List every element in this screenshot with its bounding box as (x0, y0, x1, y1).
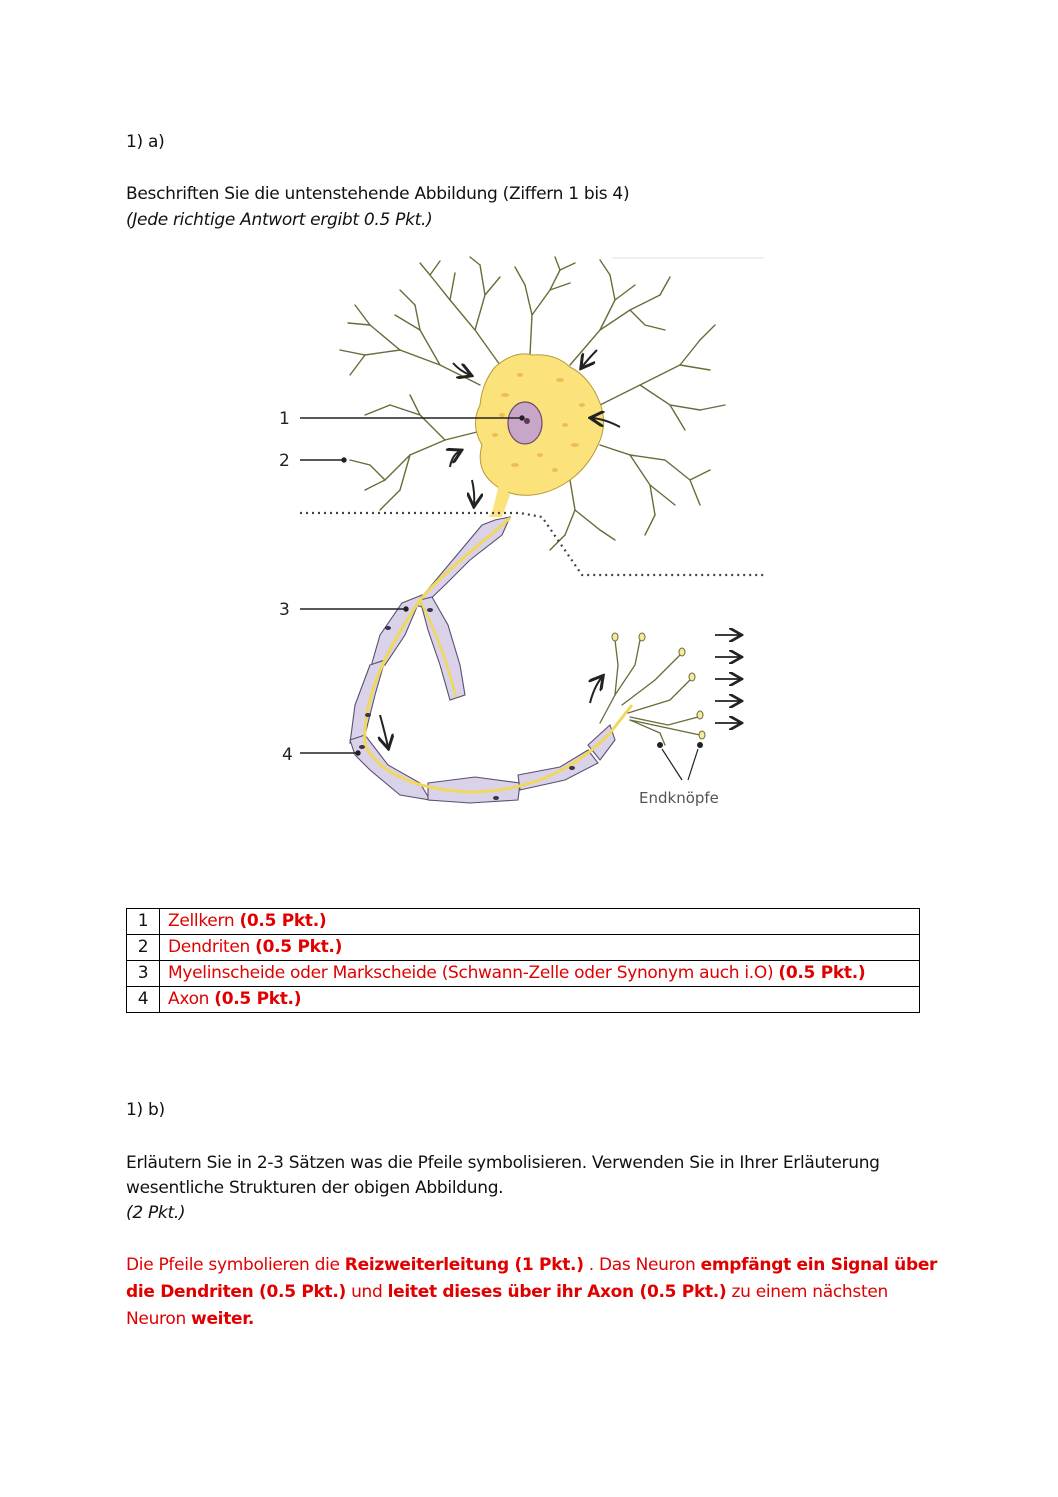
neuron-figure (270, 255, 770, 815)
section-b-points-note: (2 Pkt.) (126, 1203, 186, 1223)
row-answer: Zellkern (0.5 Pkt.) (160, 909, 920, 935)
answer-table (126, 908, 920, 1013)
section-a-instruction: Beschriften Sie die untenstehende Abbildung (Ziffern 1 bis 4) (126, 184, 630, 204)
figure-label-4: 4 (282, 745, 293, 765)
section-b-heading: 1) b) (126, 1100, 165, 1120)
row-number: 3 (127, 961, 160, 987)
section-a-heading: 1) a) (126, 132, 165, 152)
figure-label-1: 1 (279, 409, 290, 429)
row-answer: Dendriten (0.5 Pkt.) (160, 935, 920, 961)
axon (350, 517, 615, 803)
row-answer: Myelinscheide oder Markscheide (Schwann-Zelle oder Synonym auch i.O) (0.5 Pkt.) (160, 961, 920, 987)
row-answer: Axon (0.5 Pkt.) (160, 987, 920, 1013)
row-number: 4 (127, 987, 160, 1013)
section-b-answer: Die Pfeile symbolieren die Reizweiterleitung (1 Pkt.) . Das Neuron empfängt ein Signal über die Dendriten (0.5 Pkt.) und leitet dieses über ihr Axon (0.5 Pkt.) zu einem nächsten Neuron weiter. (126, 1255, 938, 1329)
figure-label-2: 2 (279, 451, 290, 471)
table-row (127, 909, 920, 935)
question-line-1: Erläutern Sie in 2-3 Sätzen was die Pfeile symbolisieren. Verwenden Sie in Ihrer Erläuterung (126, 1153, 880, 1173)
table-row (127, 987, 920, 1013)
table-row (127, 935, 920, 961)
endknoepfe-label: Endknöpfe (639, 789, 719, 807)
table-row (127, 961, 920, 987)
section-a-points-note: (Jede richtige Antwort ergibt 0.5 Pkt.) (126, 210, 433, 230)
figure-label-3: 3 (279, 600, 290, 620)
question-line-2: wesentliche Strukturen der obigen Abbildung. (126, 1178, 504, 1198)
row-number: 1 (127, 909, 160, 935)
row-number: 2 (127, 935, 160, 961)
section-b-question (126, 1150, 936, 1227)
